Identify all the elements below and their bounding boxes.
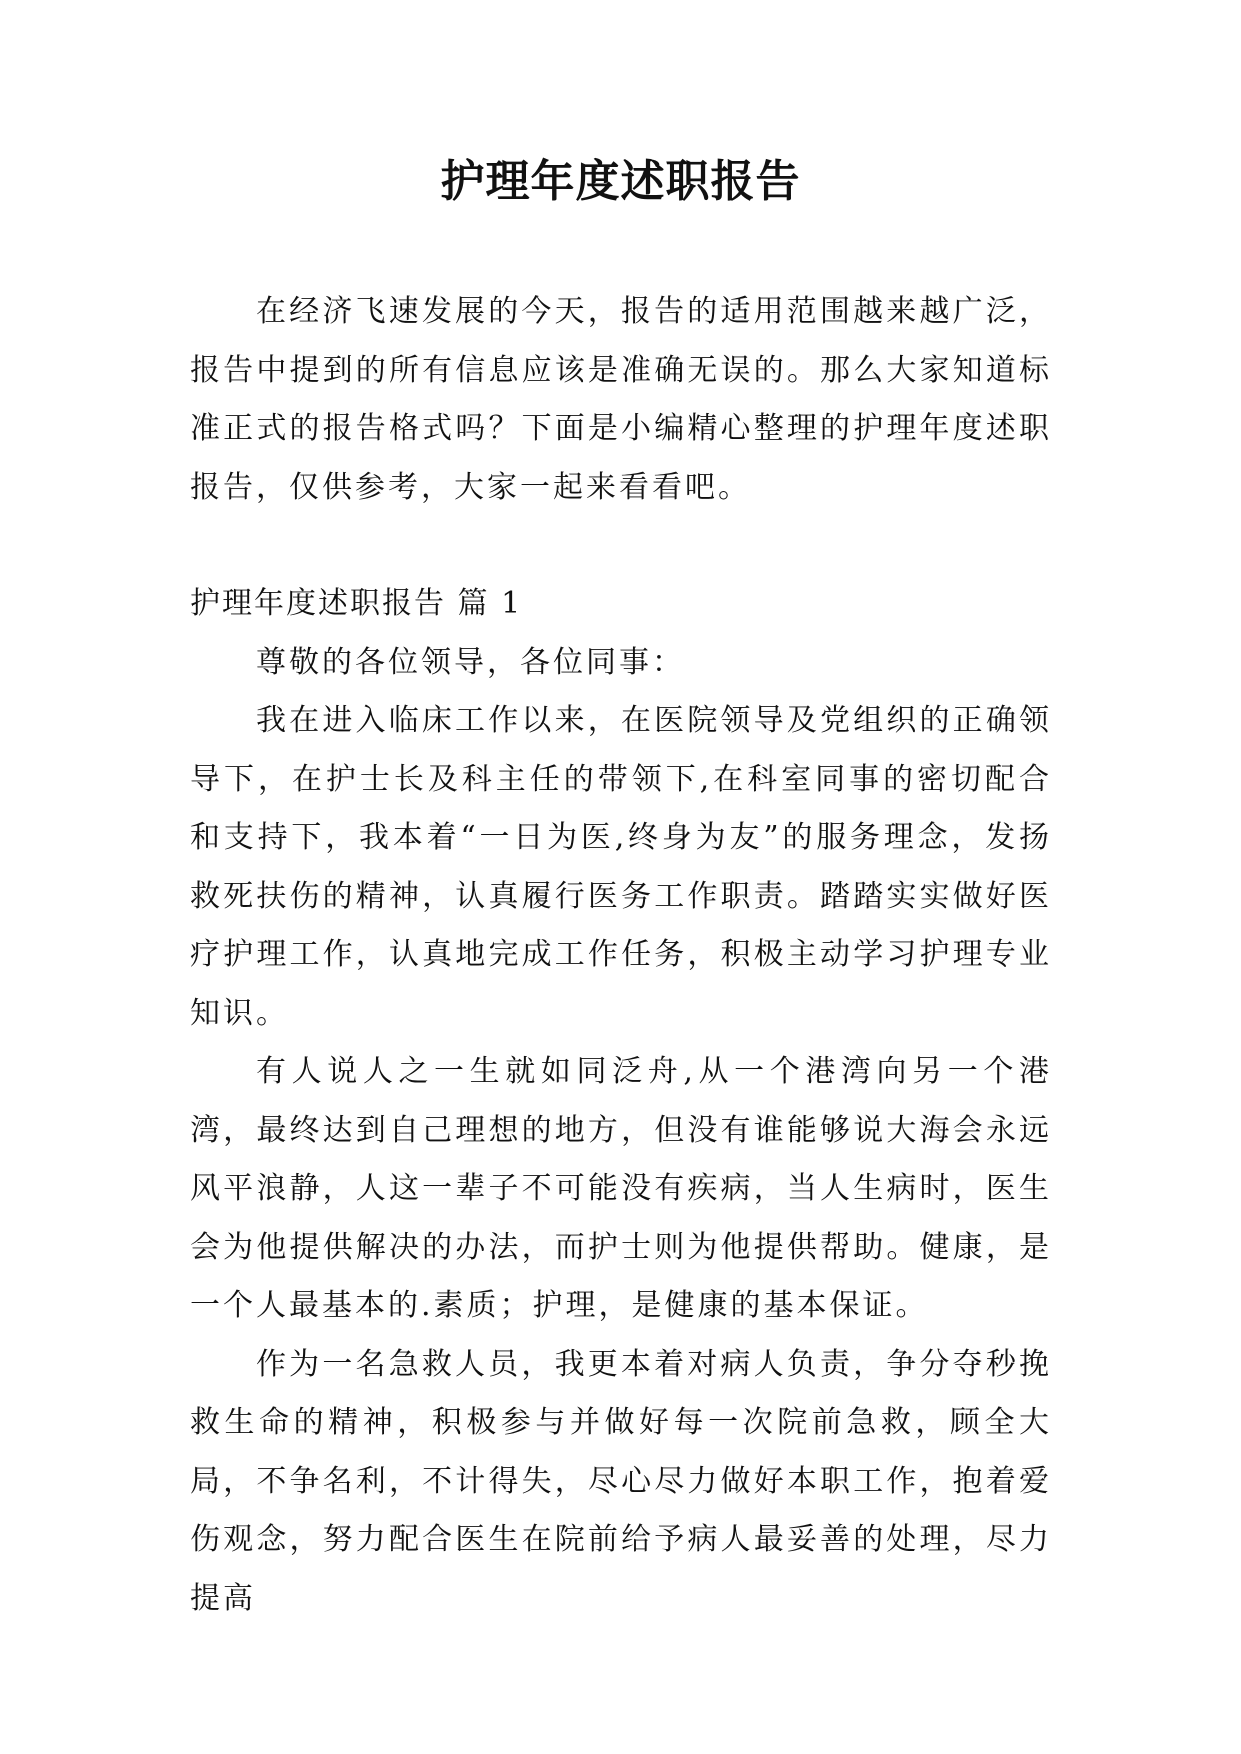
section-heading: 护理年度述职报告 篇 1	[190, 586, 523, 621]
body-paragraph-2: 有人说人之一生就如同泛舟,从一个港湾向另一个港湾，最终达到自己理想的地方，但没有谁能够说大海会永远风平浪静，人这一辈子不可能没有疾病，当人生病时，医生会为他提供解决的办法，而护士则为他提供帮助。健康，是一个人最基本的.素质；护理，是健康的基本保证。	[190, 1054, 1052, 1323]
document-body	[190, 283, 1052, 1628]
salutation: 尊敬的各位领导，各位同事：	[256, 644, 685, 680]
intro-paragraph: 在经济飞速发展的今天，报告的适用范围越来越广泛，报告中提到的所有信息应该是准确无误的。那么大家知道标准正式的报告格式吗？下面是小编精心整理的护理年度述职报告，仅供参考，大家一起来看看吧。	[190, 294, 1052, 505]
document-title: 护理年度述职报告	[440, 156, 801, 207]
body-paragraph-1: 我在进入临床工作以来，在医院领导及党组织的正确领导下，在护士长及科主任的带领下,在科室同事的密切配合和支持下，我本着“一日为医,终身为友”的服务理念，发扬救死扶伤的精神，认真履行医务工作职责。踏踏实实做好医疗护理工作，认真地完成工作任务，积极主动学习护理专业知识。	[190, 703, 1052, 1031]
body-paragraph-3: 作为一名急救人员，我更本着对病人负责，争分夺秒挽救生命的精神，积极参与并做好每一次院前急救，顾全大局，不争名利，不计得失，尽心尽力做好本职工作，抱着爱伤观念，努力配合医生在院前给予病人最妥善的处理，尽力提高	[190, 1346, 1052, 1616]
